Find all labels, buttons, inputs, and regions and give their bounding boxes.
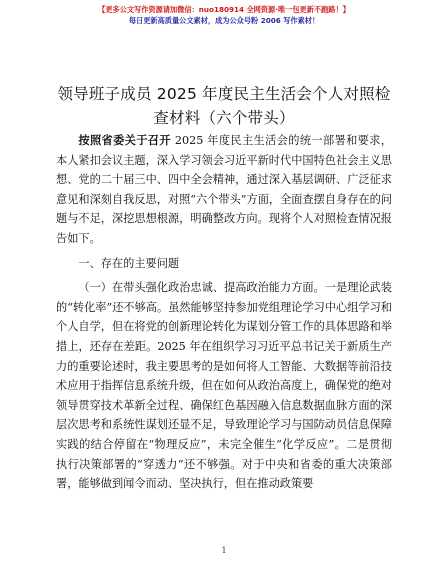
title-line-1: 领导班子成员 2025 年度民主生活会个人对照检 xyxy=(57,85,391,103)
intro-text: 2025 年度民主生活会的统一部署和要求，本人紧扣会议主题，深入学习领会习近平新时代中国特色社会主义思想、党的二十届三中、四中全会精神，通过深入基层调研、广泛征求意见和深刻自我反思，对照“六个带头”方面，全面查摆自身存在的问题与不足，深挖思想根源，明确整改方向。现将个人对照检查情况报告如下。 xyxy=(56,134,392,245)
document-title xyxy=(40,82,408,130)
document-body xyxy=(56,131,392,494)
section-heading: 一、存在的主要问题 xyxy=(78,256,180,270)
banner-subscribe-line: 每日更新高质量公文素材，成为公众号粉 2006 写作素材！ xyxy=(128,16,320,25)
title-line-2: 查材料（六个带头） xyxy=(153,109,295,127)
intro-paragraph xyxy=(56,131,392,249)
header-banner xyxy=(0,4,448,26)
page-number: 1 xyxy=(221,546,227,555)
intro-lead: 按照省委关于召开 xyxy=(78,133,171,147)
banner-promo-line: 【更多公文写作资源请加微信：nuo180914 全网资源·唯一包更新不跑路！】 xyxy=(98,5,350,14)
body-paragraph: （一）在带头强化政治忠诚、提高政治能力方面。一是理论武装的“转化率”还不够高。虽然能够坚持参加党组理论学习中心组学习和个人自学，但在将党的创新理论转化为谋划分管工作的具体思路和举措上，还存在差距。2025 年在组织学习习近平总书记关于新质生产力的重要论述时，我主要思考的是如何将人工智能、大数据等前沿技术应用于指挥信息系统升级，但在如何从政治高度上，确保党的绝对领导贯穿技术革新全过程、确保红色基因融入信息数据血脉方面的深层次思考和系统性谋划还显不足，导致理论学习与国防动员信息保障实践的结合停留在“物理反应”，未完全催生“化学反应”。二是贯彻执行决策部署的“穿透力”还不够强。对于中央和省委的重大决策部署，能够做到闻令而动、坚决执行，但在推动政策要 xyxy=(56,281,392,491)
